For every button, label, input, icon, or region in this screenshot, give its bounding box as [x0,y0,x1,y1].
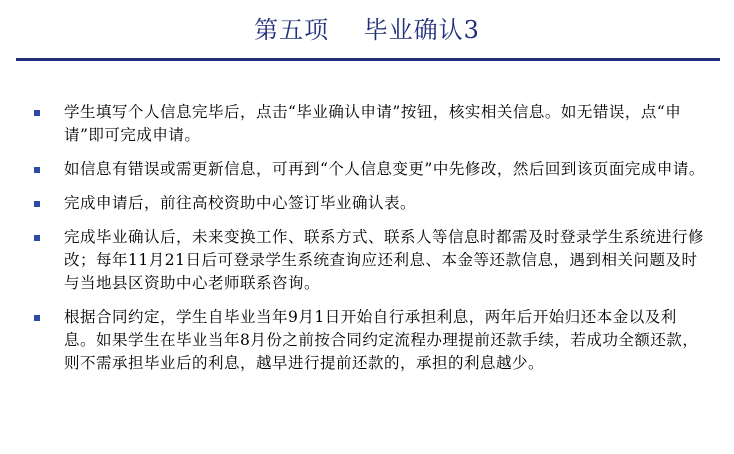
bullet-text: 完成毕业确认后，未来变换工作、联系方式、联系人等信息时都需及时登录学生系统进行修改；每年11月21日后可登录学生系统查询应还利息、本金等还款信息，遇到相关问题及时与当地县区资助中心老师联系咨询。 [64,228,705,292]
square-bullet-icon [34,315,40,321]
title-divider [16,58,720,61]
bullet-item [34,192,706,215]
bullet-item [34,226,706,295]
square-bullet-icon [34,110,40,116]
bullet-text: 根据合同约定，学生自毕业当年9月1日开始自行承担利息，两年后开始归还本金以及利息。如果学生在毕业当年8月份之前按合同约定流程办理提前还款手续，若成功全额还款，则不需承担毕业后的利息，越早进行提前还款的，承担的利息越少。 [64,308,699,372]
bullet-item [34,306,706,375]
bullet-text: 学生填写个人信息完毕后，点击“毕业确认申请”按钮，核实相关信息。如无错误，点“申请”即可完成申请。 [64,103,682,144]
square-bullet-icon [34,235,40,241]
bullet-text: 如信息有错误或需更新信息，可再到“个人信息变更”中先修改，然后回到该页面完成申请。 [64,160,705,178]
bullet-item [34,158,706,181]
square-bullet-icon [34,201,40,207]
bullet-list [34,101,706,386]
slide-title: 第五项 毕业确认3 [254,16,480,44]
square-bullet-icon [34,167,40,173]
bullet-text: 完成申请后，前往高校资助中心签订毕业确认表。 [64,194,417,212]
bullet-item [34,101,706,147]
